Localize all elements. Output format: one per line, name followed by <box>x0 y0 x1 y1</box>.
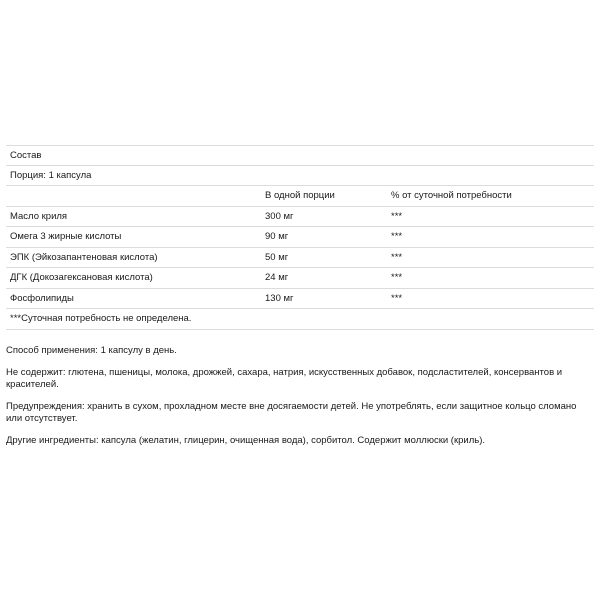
table-header-row <box>6 186 594 207</box>
ingredient-name: Омега 3 жирные кислоты <box>10 231 122 243</box>
free-of-text: Не содержит: глютена, пшеницы, молока, дрожжей, сахара, натрия, искусственных добавок, подсластителей, консервантов и красителей. <box>6 366 563 390</box>
ingredient-name: ЭПК (Эйкозапантеновая кислота) <box>10 251 158 263</box>
facts-title-row <box>6 145 594 166</box>
table-row <box>6 227 594 248</box>
table-row <box>6 289 594 310</box>
ingredient-name: Масло криля <box>10 210 68 222</box>
warnings-text: Предупреждения: хранить в сухом, прохладном месте вне досягаемости детей. Не употреблять, если защитное кольцо сломано или отсутствует. <box>6 400 577 424</box>
ingredient-daily-value: *** <box>391 292 403 304</box>
table-row <box>6 207 594 228</box>
header-daily-value: % от суточной потребности <box>391 190 512 202</box>
ingredient-daily-value: *** <box>391 210 403 222</box>
ingredient-daily-value: *** <box>391 272 403 284</box>
ingredient-amount: 130 мг <box>265 292 294 304</box>
serving-size-row <box>6 166 594 187</box>
footnote-row <box>6 309 594 330</box>
usage-text: Способ применения: 1 капсулу в день. <box>6 345 177 356</box>
facts-title: Состав <box>10 149 42 161</box>
ingredient-amount: 50 мг <box>265 251 289 263</box>
ingredient-name: ДГК (Докозагексановая кислота) <box>10 272 153 284</box>
table-row <box>6 268 594 289</box>
table-row <box>6 248 594 269</box>
ingredient-daily-value: *** <box>391 231 403 243</box>
product-notes <box>6 345 586 456</box>
other-ingredients-text: Другие ингредиенты: капсула (желатин, глицерин, очищенная вода), сорбитол. Содержит моллюски (криль). <box>6 434 485 446</box>
header-amount: В одной порции <box>265 190 335 202</box>
ingredient-amount: 24 мг <box>265 272 289 284</box>
ingredient-daily-value: *** <box>391 251 403 263</box>
ingredient-name: Фосфолипиды <box>10 292 74 304</box>
serving-size: Порция: 1 капсула <box>10 169 92 181</box>
supplement-facts-table <box>6 145 594 330</box>
ingredient-amount: 300 мг <box>265 210 294 222</box>
facts-footnote: ***Суточная потребность не определена. <box>10 313 192 325</box>
ingredient-amount: 90 мг <box>265 231 289 243</box>
